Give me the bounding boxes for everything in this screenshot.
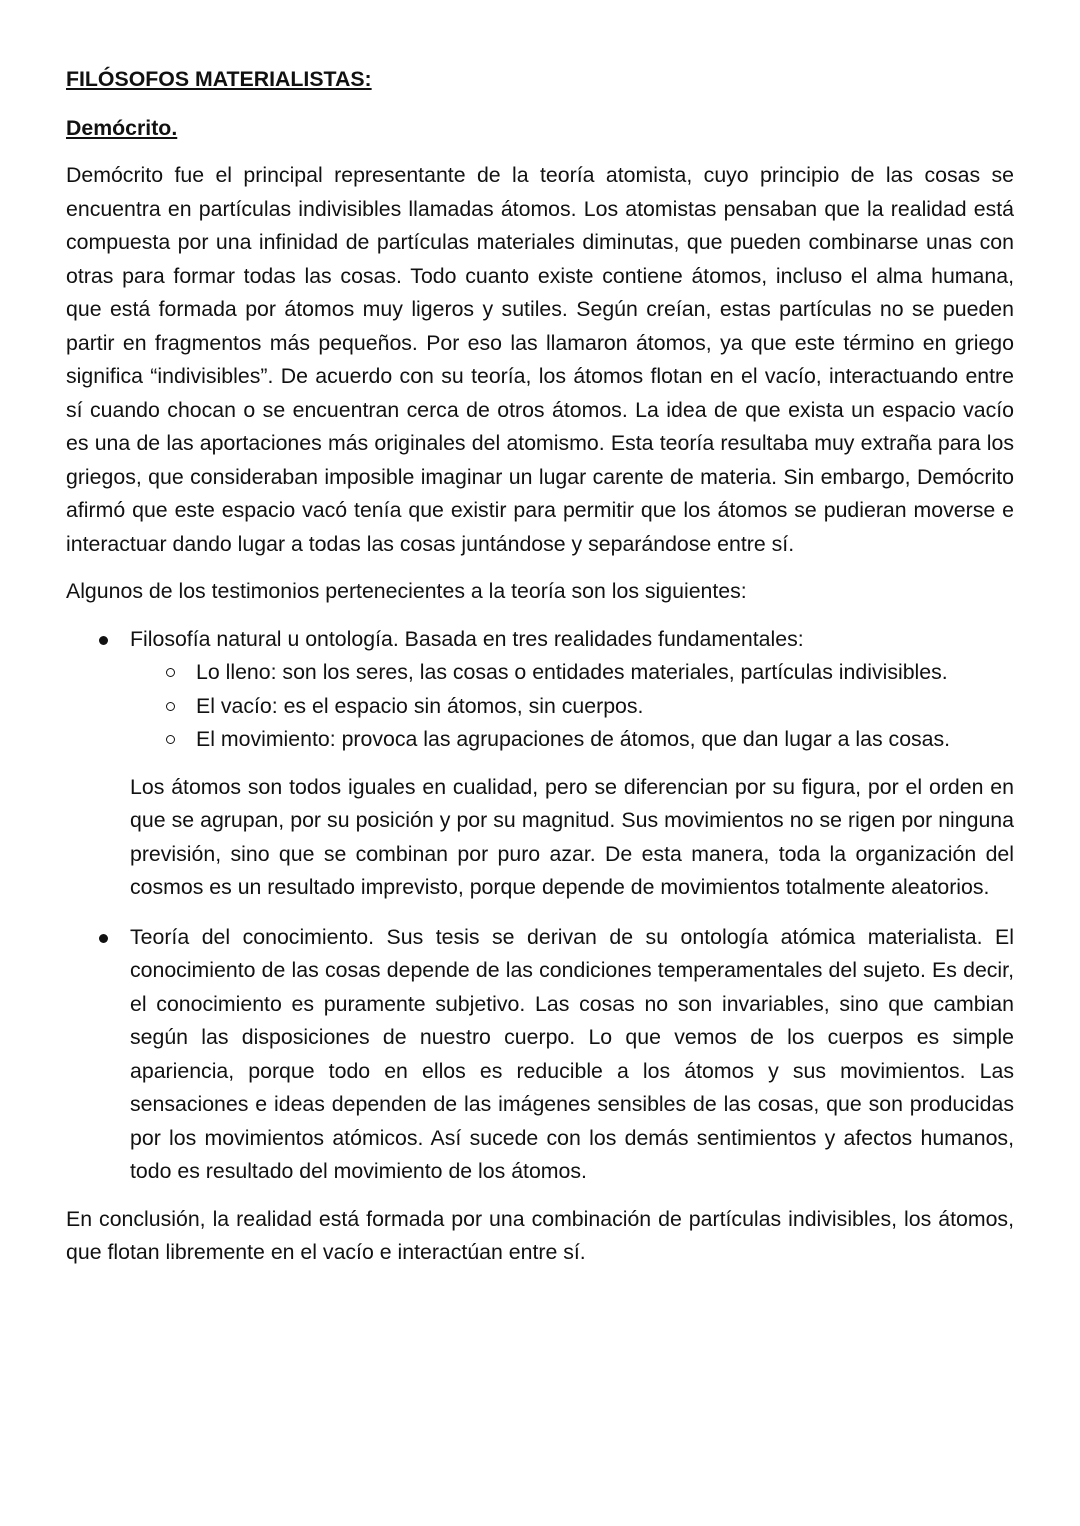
- circle-bullet-icon: [166, 668, 175, 677]
- document-page: [66, 62, 1014, 1270]
- sublist-item: [66, 690, 1014, 724]
- sublist-item-text: El vacío: es el espacio sin átomos, sin cuerpos.: [196, 693, 644, 718]
- sublist-item-text: Lo lleno: son los seres, las cosas o entidades materiales, partículas indivisibles.: [196, 660, 948, 684]
- section-heading: Demócrito.: [66, 116, 178, 140]
- intro-paragraph: Demócrito fue el principal representante de la teoría atomista, cuyo principio de las cosas se encuentra en partículas indivisibles llamadas átomos. Los atomistas pensaban que la realidad está compuesta por una infinidad de partículas materiales diminutas, que pueden combinarse unas con otras para formar todas las cosas. Todo cuanto existe contiene átomos, incluso el alma humana, que está formada por átomos muy ligeros y sutiles. Según creían, estas partículas no se pueden partir en fragmentos más pequeños. Por eso las llamaron átomos, ya que este término en griego significa “indivisibles”. De acuerdo con su teoría, los átomos flotan en el vacío, interactuando entre sí cuando chocan o se encuentran cerca de otros átomos. La idea de que exista un espacio vacío es una de las aportaciones más originales del atomismo. Esta teoría resultaba muy extraña para los griegos, que consideraban imposible imaginar un lugar carente de materia. Sin embargo, Demócrito afirmó que este espacio vacó tenía que existir para permitir que los átomos se pudieran moverse e interactuar dando lugar a todas las cosas juntándose y separándose entre sí.: [66, 163, 1014, 556]
- circle-bullet-icon: [166, 735, 175, 744]
- sublist-item: [66, 723, 1014, 757]
- testimonios-list: [66, 623, 1014, 1189]
- ontologia-paragraph: Los átomos son todos iguales en cualidad, pero se diferencian por su figura, por el orden en que se agrupan, por su posición y por su magnitud. Sus movimientos no se rigen por ninguna previsión, sino que se combinan por puro azar. De esta manera, toda la organización del cosmos es un resultado imprevisto, porque depende de movimientos totalmente aleatorios.: [130, 774, 1014, 899]
- conclusion-paragraph: En conclusión, la realidad está formada por una combinación de partículas indivisibles, los átomos, que flotan libremente en el vacío e interactúan entre sí.: [66, 1206, 1014, 1264]
- bullet-icon: [99, 934, 108, 943]
- circle-bullet-icon: [166, 702, 175, 711]
- bullet-icon: [99, 636, 108, 645]
- sublist-item-text: El movimiento: provoca las agrupaciones de átomos, que dan lugar a las cosas.: [196, 727, 951, 751]
- list-item-ontologia: [66, 623, 1014, 905]
- testimonios-intro: Algunos de los testimonios pertenecientes a la teoría son los siguientes:: [66, 579, 747, 603]
- page-title: FILÓSOFOS MATERIALISTAS:: [66, 67, 372, 91]
- conocimiento-paragraph: Teoría del conocimiento. Sus tesis se derivan de su ontología atómica materialista. El conocimiento de las cosas depende de las condiciones temperamentales del sujeto. Es decir, el conocimiento es puramente subjetivo. Las cosas no son invariables, sino que cambian según las disposiciones de nuestro cuerpo. Lo que vemos de los cuerpos es simple apariencia, porque todo en ellos es reducible a los átomos y sus movimientos. Las sensaciones e ideas dependen de las imágenes sensibles de las cosas, que son producidas por los movimientos atómicos. Así sucede con los demás sentimientos y afectos humanos, todo es resultado del movimiento de los átomos.: [130, 924, 1014, 1183]
- sublist-item: [66, 656, 1014, 690]
- list-item-conocimiento: [66, 921, 1014, 1189]
- sublist: [130, 656, 1014, 757]
- bullet-text: Filosofía natural u ontología. Basada en tres realidades fundamentales:: [130, 626, 804, 651]
